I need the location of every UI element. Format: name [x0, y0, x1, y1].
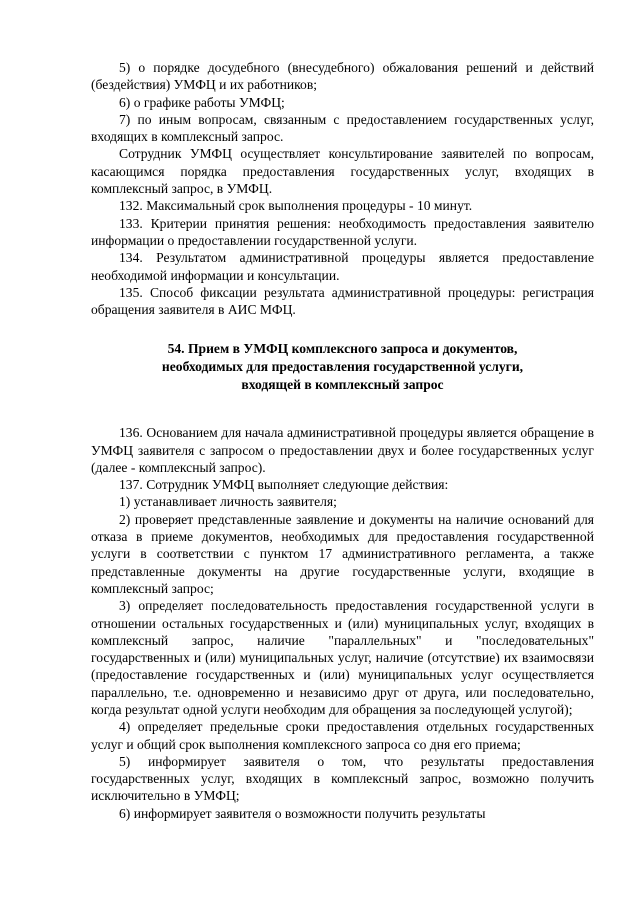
section-heading-line: необходимых для предоставления государственной услуги, [161, 359, 524, 375]
list-item-2-check-documents: 2) проверяет представленные заявление и документы на наличие оснований для отказа в приеме документов, необходимых для предоставления государственной услуги в соответствии с пунктом 17 административного регламента, а также представленные документы на другие государственные услуги, входящие в комплексный запрос; [91, 511, 594, 596]
paragraph-134: 134. Результатом административной процедуры является предоставление необходимой информации и консультации. [91, 250, 594, 283]
list-item-3-sequence: 3) определяет последовательность предоставления государственной услуги в отношении остальных государственных и (или) муниципальных услуг, входящих в комплексный запрос, наличие "параллельных" и "последовательных" государственных и (или) муниципальных услуг, наличие (отсутствие) их взаимосвязи (предоставление государственных и (или) муниципальных услуг осуществляется параллельно, т.е. одновременно и независимо друг от друга, или последовательно, когда результат одной услуги необходим для обращения за последующей услугой); [91, 598, 594, 717]
section-heading-line: 54. Прием в УМФЦ комплексного запроса и документов, [167, 341, 518, 357]
paragraph-132: 132. Максимальный срок выполнения процедуры - 10 минут. [119, 198, 473, 214]
section-heading-line: входящей в комплексный запрос [241, 376, 444, 392]
list-item-1-identity: 1) устанавливает личность заявителя; [119, 494, 337, 510]
paragraph-7-other-questions: 7) по иным вопросам, связанным с предоставлением государственных услуг, входящих в комплексный запрос. [91, 111, 594, 145]
list-item-5-results-in-umfc: 5) информирует заявителя о том, что результаты предоставления государственных услуг, входящих в комплексный запрос, возможно получить исключительно в УМФЦ; [91, 753, 594, 804]
paragraph-135: 135. Способ фиксации результата административной процедуры: регистрация обращения заявителя в АИС МФЦ. [91, 284, 594, 318]
section-heading-54 [91, 340, 594, 393]
paragraph-133: 133. Критерии принятия решения: необходимость предоставления заявителю информации о предоставлении государственной услуги. [91, 215, 594, 248]
paragraph-consulting: Сотрудник УМФЦ осуществляет консультирование заявителей по вопросам, касающимся порядка предоставления государственных услуг, входящих в комплексный запрос, в УМФЦ. [91, 146, 594, 197]
paragraph-5-appeal-procedure: 5) о порядке досудебного (внесудебного) обжалования решений и действий (бездействия) УМФЦ и их работников; [91, 60, 594, 93]
list-item-6-informs: 6) информирует заявителя о возможности получить результаты [119, 805, 486, 821]
paragraph-6-schedule: 6) о графике работы УМФЦ; [119, 94, 285, 110]
paragraph-137: 137. Сотрудник УМФЦ выполняет следующие действия: [119, 477, 449, 493]
list-item-4-deadlines: 4) определяет предельные сроки предоставления отдельных государственных услуг и общий срок выполнения комплексного запроса со дня его приема; [91, 719, 594, 752]
paragraph-136: 136. Основанием для начала административной процедуры является обращение в УМФЦ заявителя с запросом о предоставлении двух и более государственных услуг (далее - комплексный запрос). [91, 425, 594, 475]
section-spacer [91, 393, 594, 424]
